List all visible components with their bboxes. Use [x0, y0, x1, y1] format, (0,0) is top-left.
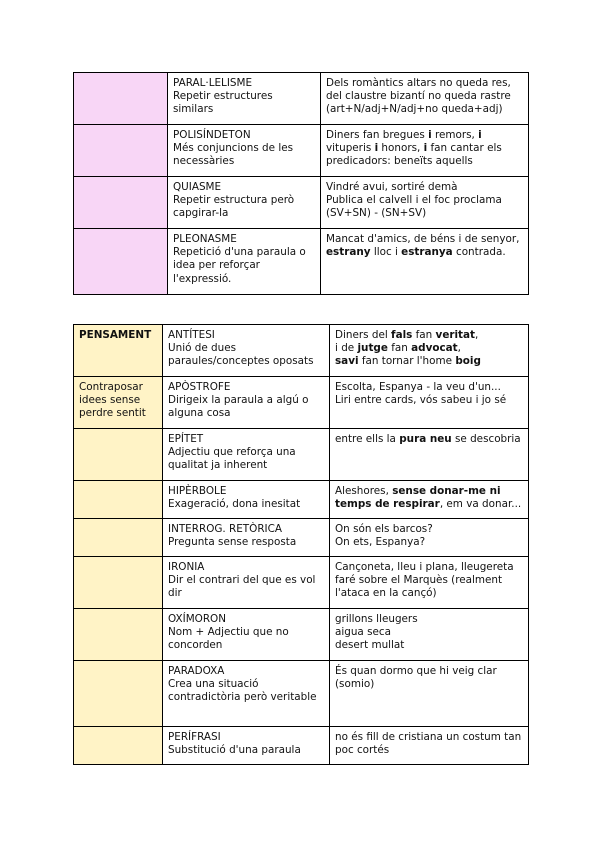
example-emphasis: i	[374, 142, 379, 155]
example-text: entre ells la	[335, 433, 400, 445]
figure-name: PLEONASME	[173, 233, 237, 245]
figure-name: APÒSTROFE	[168, 381, 231, 393]
table-row	[74, 481, 529, 519]
example-text: fan	[412, 329, 436, 341]
category-cell	[74, 125, 168, 177]
figure-definition: Crea una situació contradictòria però veritable	[168, 678, 317, 704]
example-text: Vindré avui, sortiré demà	[326, 181, 458, 193]
category-cell	[74, 73, 168, 125]
example-emphasis: advocat	[411, 342, 458, 355]
figure-name: ANTÍTESI	[168, 329, 215, 341]
figure-definition: Substitució d'una paraula	[168, 744, 301, 757]
example-text: ,	[457, 342, 461, 355]
example-text: contrada.	[452, 246, 506, 259]
example-emphasis: fals	[391, 329, 413, 341]
figure-definition: Nom + Adjectiu que no concorden	[168, 626, 289, 652]
example-text: Cançoneta, lleu i plana, lleugereta faré sobre el Marquès (realment l'ataca en la cançó)	[335, 561, 514, 600]
figure-example-cell	[330, 609, 529, 661]
table-row	[74, 125, 529, 177]
figure-name: POLISÍNDETON	[173, 129, 251, 141]
figure-name: OXÍMORON	[168, 613, 227, 625]
category-cell	[74, 177, 168, 229]
table-row	[74, 557, 529, 609]
figure-example-cell	[330, 377, 529, 429]
figure-example-cell	[321, 125, 529, 177]
table-row	[74, 229, 529, 295]
figure-name: HIPÈRBOLE	[168, 485, 227, 497]
example-emphasis: pura neu	[399, 433, 452, 445]
figure-name: IRONIA	[168, 561, 205, 573]
category-cell	[74, 429, 163, 481]
example-text: Aleshores,	[335, 485, 393, 497]
category-cell	[74, 609, 163, 661]
example-text: Dels romàntics altars no queda res, del claustre bizantí no queda rastre (art+N/adj+N/adj+no queda+adj)	[326, 77, 511, 116]
figure-name: PARADOXA	[168, 665, 225, 677]
figure-example-cell	[321, 229, 529, 295]
figure-term-cell	[168, 125, 321, 177]
example-emphasis: i	[428, 129, 432, 141]
figure-definition: Dir el contrari del que es vol dir	[168, 574, 316, 600]
example-text: Mancat d'amics, de béns i de senyor,	[326, 233, 520, 245]
figure-definition: Adjectiu que reforça una qualitat ja inherent	[168, 446, 296, 472]
table-row	[74, 429, 529, 481]
figure-term-cell	[163, 377, 330, 429]
category-cell	[74, 519, 163, 557]
figure-name: PERÍFRASI	[168, 731, 221, 743]
example-emphasis: i	[423, 142, 428, 155]
example-text: fan	[387, 342, 412, 355]
figure-term-cell	[163, 481, 330, 519]
figure-example-cell	[330, 481, 529, 519]
figure-name: QUIASME	[173, 181, 222, 193]
example-text: On són els barcos?	[335, 523, 433, 535]
table-row	[74, 609, 529, 661]
table-row	[74, 727, 529, 765]
example-text: fan tornar l'home	[358, 355, 456, 368]
example-emphasis: jutge	[357, 342, 388, 355]
figure-example-cell	[330, 429, 529, 481]
figures-table-1	[73, 72, 529, 295]
example-text: ,	[475, 329, 479, 341]
example-emphasis: boig	[455, 355, 481, 368]
category-description: Contraposar idees sense perdre sentit	[74, 377, 163, 429]
example-text: grillons lleugers	[335, 613, 418, 625]
figure-term-cell	[168, 177, 321, 229]
category-cell	[74, 661, 163, 727]
table-row	[74, 73, 529, 125]
figure-term-cell	[163, 519, 330, 557]
figure-term-cell	[163, 325, 330, 377]
example-emphasis: sense donar-me ni temps de respirar	[335, 485, 501, 511]
example-text: , em va donar...	[439, 498, 522, 511]
example-text: aigua seca	[335, 626, 391, 639]
figure-definition: Dirigeix la paraula a algú o alguna cosa	[168, 394, 309, 420]
table-row	[74, 519, 529, 557]
table-row	[74, 177, 529, 229]
figure-name: PARAL·LELISME	[173, 77, 253, 89]
figure-term-cell	[163, 557, 330, 609]
category-cell	[74, 557, 163, 609]
figure-term-cell	[168, 229, 321, 295]
example-text: desert mullat	[335, 639, 405, 652]
example-text: És quan dormo que hi veig clar (somio)	[335, 665, 497, 691]
figure-term-cell	[163, 609, 330, 661]
category-cell	[74, 229, 168, 295]
example-text: no és fill de cristiana un costum tan poc cortés	[335, 731, 522, 757]
example-text: Diners del	[335, 329, 392, 341]
figure-example-cell	[321, 177, 529, 229]
example-text: i de	[335, 342, 358, 355]
example-emphasis: i	[478, 129, 482, 141]
example-text: Publica el calvell i el foc proclama (SV+SN) - (SN+SV)	[326, 194, 502, 220]
example-emphasis: estranya	[401, 246, 453, 259]
figure-definition: Més conjuncions de les necessàries	[173, 142, 294, 168]
figure-name: INTERROG. RETÒRICA	[168, 523, 282, 535]
figures-table-2	[73, 324, 529, 765]
example-emphasis: savi	[335, 355, 359, 368]
example-text: Diners fan bregues	[326, 129, 429, 141]
figure-definition: Repetició d'una paraula o idea per reforçar l'expressió.	[173, 246, 306, 285]
table-row	[74, 325, 529, 377]
figure-example-cell	[330, 519, 529, 557]
figure-definition: Repetir estructura però capgirar-la	[173, 194, 295, 220]
figure-definition: Repetir estructures similars	[173, 90, 273, 116]
example-text: se descobria	[451, 433, 521, 445]
figure-example-cell	[330, 325, 529, 377]
category-title: PENSAMENT	[74, 325, 163, 377]
figure-example-cell	[330, 557, 529, 609]
example-text: On ets, Espanya?	[335, 536, 426, 549]
figure-definition: Exageració, dona inesitat	[168, 498, 301, 511]
category-cell	[74, 727, 163, 765]
example-text: fan cantar els predicadors: beneïts aquells	[326, 142, 502, 168]
example-text: remors,	[431, 129, 479, 141]
figure-term-cell	[163, 727, 330, 765]
figure-example-cell	[330, 661, 529, 727]
figure-term-cell	[163, 661, 330, 727]
example-text: lloc i	[370, 246, 402, 259]
category-cell	[74, 481, 163, 519]
table-row	[74, 661, 529, 727]
example-text: Liri entre cards, vós sabeu i jo sé	[335, 394, 507, 407]
figure-example-cell	[330, 727, 529, 765]
example-text: vituperis	[326, 142, 375, 155]
figure-example-cell	[321, 73, 529, 125]
example-text: Escolta, Espanya - la veu d'un...	[335, 381, 501, 393]
figure-name: EPÍTET	[168, 433, 204, 445]
figure-term-cell	[163, 429, 330, 481]
figure-definition: Pregunta sense resposta	[168, 536, 297, 549]
example-text: honors,	[378, 142, 424, 155]
figure-term-cell	[168, 73, 321, 125]
figure-definition: Unió de dues paraules/conceptes oposats	[168, 342, 314, 368]
table-row	[74, 377, 529, 429]
example-emphasis: estrany	[326, 246, 371, 259]
example-emphasis: veritat	[435, 329, 475, 341]
